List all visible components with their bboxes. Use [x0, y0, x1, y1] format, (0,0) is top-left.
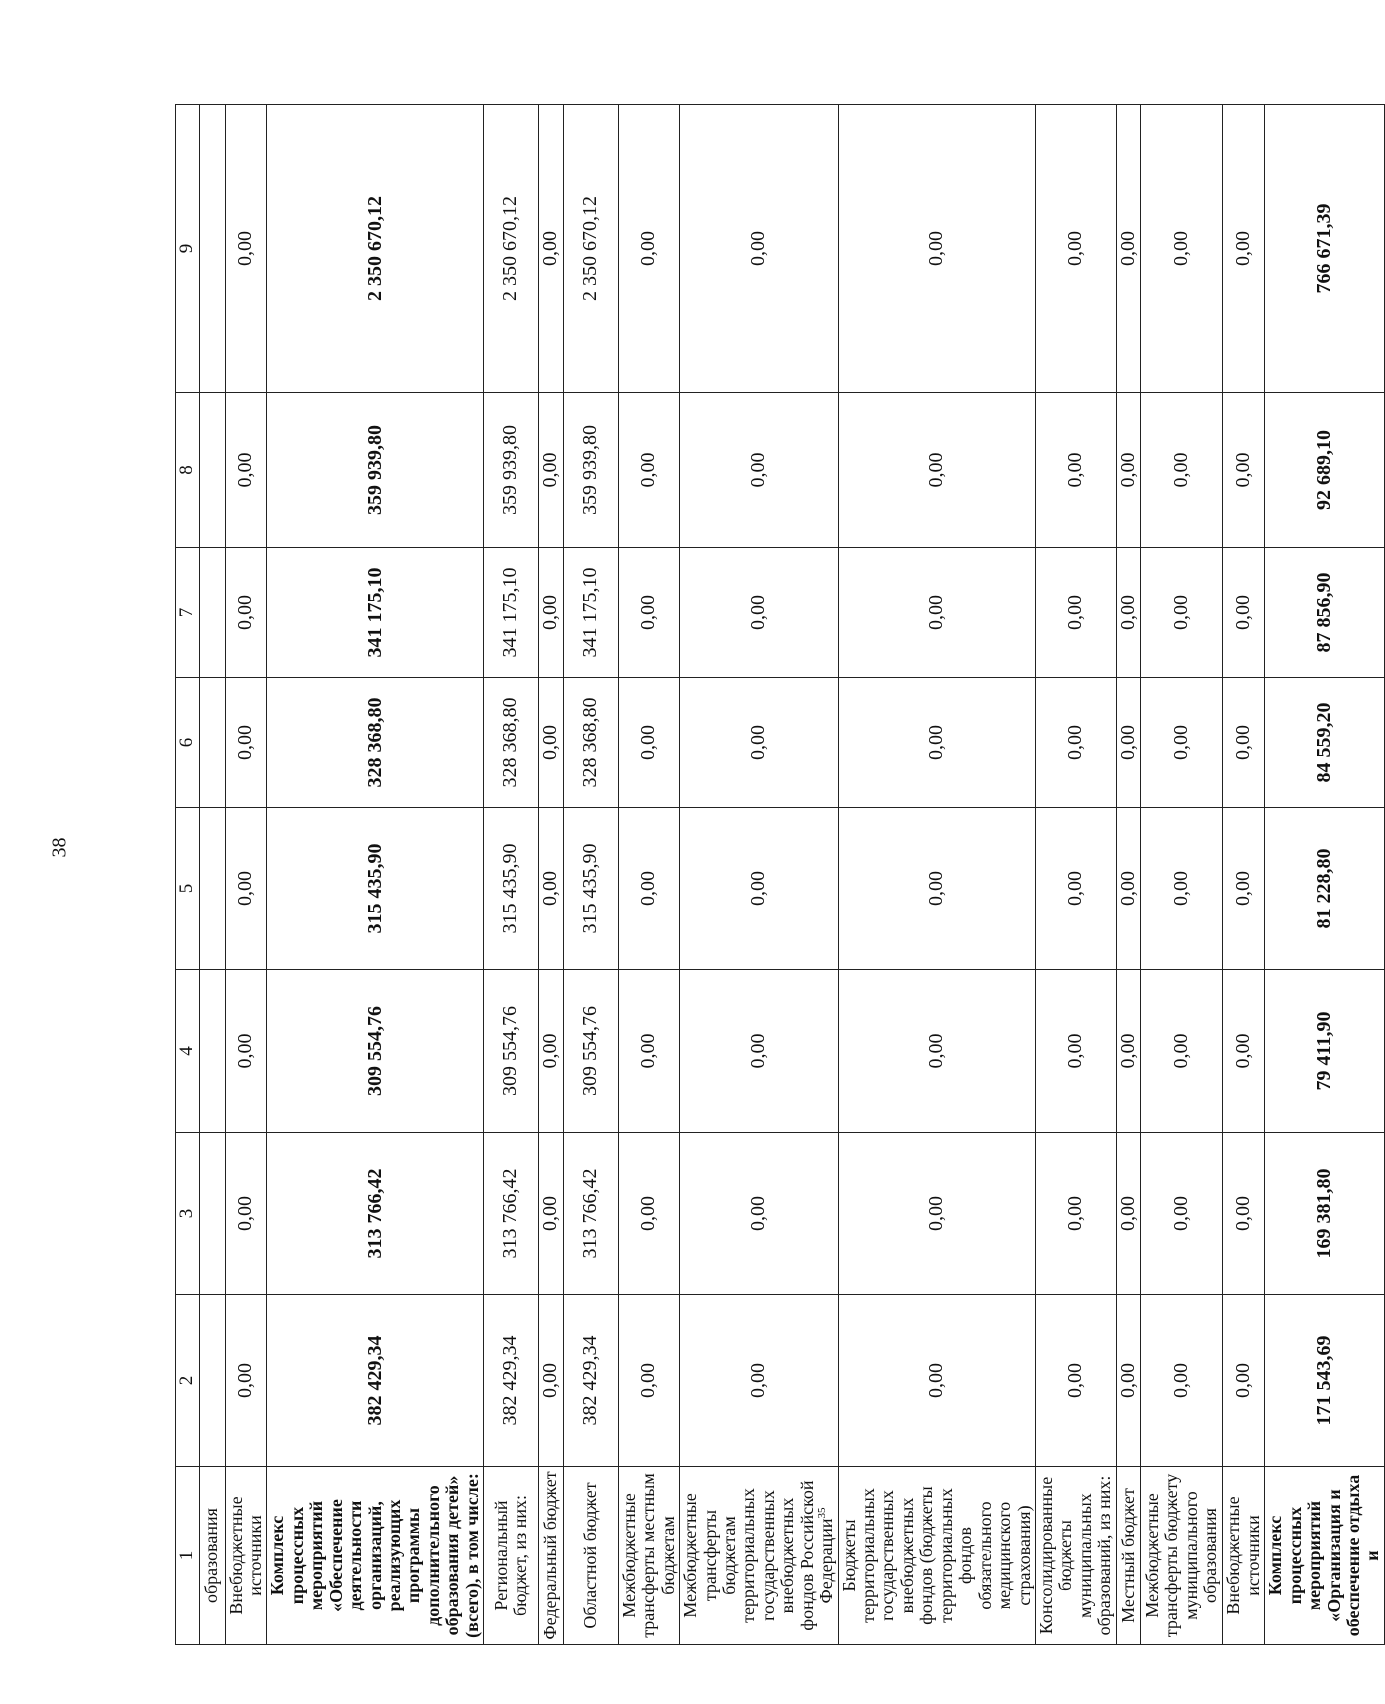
value-cell: 0,00: [1035, 808, 1116, 970]
value-cell: 315 435,90: [484, 808, 539, 970]
value-cell: 328 368,80: [484, 678, 539, 808]
value-cell: [199, 678, 225, 808]
value-cell: 0,00: [838, 808, 1035, 970]
row-label: [563, 1467, 618, 1645]
value-cell: [199, 548, 225, 678]
row-label: [199, 1467, 225, 1645]
value-cell: 0,00: [1035, 105, 1116, 393]
value-cell: 313 766,42: [563, 1133, 618, 1295]
value-cell: 0,00: [539, 970, 564, 1133]
value-cell: 382 429,34: [267, 1295, 484, 1467]
row-label-text: Межбюджетные трансферты бюджетам территориальных государственных внебюджетных фондов Российской Федерации: [680, 1480, 837, 1631]
table-row: [484, 105, 539, 1645]
row-label-text: Внебюджетные источники: [225, 1496, 265, 1615]
value-cell: 359 939,80: [563, 393, 618, 548]
row-label: [225, 1467, 267, 1645]
value-cell: 92 689,10: [1265, 393, 1385, 548]
table-row: [267, 105, 484, 1645]
value-cell: 0,00: [618, 678, 679, 808]
value-cell: 0,00: [680, 678, 839, 808]
value-cell: 0,00: [1141, 808, 1223, 970]
value-cell: 382 429,34: [484, 1295, 539, 1467]
value-cell: 171 543,69: [1265, 1295, 1385, 1467]
value-cell: 0,00: [1116, 970, 1141, 1133]
value-cell: 0,00: [1035, 1133, 1116, 1295]
table-row: [618, 105, 679, 1645]
column-header: 2: [176, 1295, 200, 1467]
column-header: 3: [176, 1133, 200, 1295]
value-cell: 313 766,42: [484, 1133, 539, 1295]
row-label-text: Федеральный бюджет: [540, 1471, 561, 1640]
value-cell: 0,00: [680, 808, 839, 970]
value-cell: 0,00: [539, 1295, 564, 1467]
value-cell: 0,00: [618, 548, 679, 678]
value-cell: 0,00: [225, 970, 267, 1133]
value-cell: 0,00: [618, 1295, 679, 1467]
value-cell: [199, 393, 225, 548]
value-cell: 0,00: [1223, 1295, 1265, 1467]
value-cell: 0,00: [225, 1295, 267, 1467]
value-cell: 0,00: [539, 1133, 564, 1295]
footnote-marker: 35: [816, 1507, 829, 1519]
value-cell: 169 381,80: [1265, 1133, 1385, 1295]
value-cell: 0,00: [618, 1133, 679, 1295]
table-row: [838, 105, 1035, 1645]
value-cell: [199, 808, 225, 970]
value-cell: 0,00: [1035, 678, 1116, 808]
row-label-text: Межбюджетные трансферты бюджету муниципального образования: [1141, 1473, 1221, 1638]
value-cell: 0,00: [1223, 970, 1265, 1133]
value-cell: 359 939,80: [484, 393, 539, 548]
value-cell: 0,00: [1223, 678, 1265, 808]
value-cell: 0,00: [1141, 1295, 1223, 1467]
column-header: 5: [176, 808, 200, 970]
row-label-text: Комплекс процессных мероприятий «Обеспечение деятельности организаций, реализующих программы дополнительного образования детей» (всего), в том числе:: [267, 1473, 482, 1638]
value-cell: 2 350 670,12: [484, 105, 539, 393]
value-cell: 0,00: [1141, 678, 1223, 808]
table-row: [1116, 105, 1141, 1645]
value-cell: 0,00: [225, 678, 267, 808]
value-cell: 2 350 670,12: [563, 105, 618, 393]
value-cell: 0,00: [680, 1295, 839, 1467]
value-cell: 0,00: [1116, 105, 1141, 393]
row-label: [267, 1467, 484, 1645]
budget-table: [175, 104, 1385, 1645]
row-label: [1035, 1467, 1116, 1645]
column-header: 1: [176, 1467, 200, 1645]
table-row: [1035, 105, 1116, 1645]
value-cell: 328 368,80: [563, 678, 618, 808]
row-label: [838, 1467, 1035, 1645]
value-cell: 87 856,90: [1265, 548, 1385, 678]
row-label-text: Комплекс процессных мероприятий «Организация и обеспечение отдыха и: [1265, 1474, 1383, 1637]
value-cell: 315 435,90: [563, 808, 618, 970]
row-label-text: Областной бюджет: [580, 1482, 601, 1629]
table-row: [1265, 105, 1385, 1645]
row-label-text: Межбюджетные трансферты местным бюджетам: [618, 1473, 678, 1638]
value-cell: 0,00: [225, 548, 267, 678]
table-body: [176, 105, 1385, 1645]
table-row: [539, 105, 564, 1645]
value-cell: 2 350 670,12: [267, 105, 484, 393]
value-cell: 0,00: [1116, 678, 1141, 808]
row-label: [1141, 1467, 1223, 1645]
table-row: [680, 105, 839, 1645]
value-cell: 81 228,80: [1265, 808, 1385, 970]
value-cell: 766 671,39: [1265, 105, 1385, 393]
value-cell: 0,00: [1116, 1295, 1141, 1467]
value-cell: 309 554,76: [267, 970, 484, 1133]
value-cell: 315 435,90: [267, 808, 484, 970]
value-cell: 0,00: [618, 105, 679, 393]
table-row: [1223, 105, 1265, 1645]
row-label-text: образования: [201, 1508, 222, 1603]
value-cell: [199, 1133, 225, 1295]
value-cell: 0,00: [539, 808, 564, 970]
column-header: 4: [176, 970, 200, 1133]
value-cell: 0,00: [680, 970, 839, 1133]
value-cell: 0,00: [1223, 548, 1265, 678]
value-cell: 0,00: [680, 548, 839, 678]
value-cell: 0,00: [680, 105, 839, 393]
value-cell: 0,00: [1223, 808, 1265, 970]
row-label-text: Внебюджетные источники: [1223, 1496, 1263, 1615]
value-cell: 0,00: [838, 678, 1035, 808]
value-cell: 0,00: [1035, 970, 1116, 1133]
value-cell: 0,00: [225, 105, 267, 393]
value-cell: 0,00: [838, 105, 1035, 393]
value-cell: 0,00: [838, 1295, 1035, 1467]
value-cell: 0,00: [1116, 548, 1141, 678]
rotated-table-container: [175, 105, 1383, 1645]
value-cell: 0,00: [618, 808, 679, 970]
column-header: 9: [176, 105, 200, 393]
value-cell: 0,00: [1116, 808, 1141, 970]
value-cell: 0,00: [618, 393, 679, 548]
row-label: [539, 1467, 564, 1645]
value-cell: [199, 970, 225, 1133]
value-cell: 0,00: [1035, 1295, 1116, 1467]
row-label-text: Региональный бюджет, из них:: [490, 1494, 531, 1617]
column-header: 8: [176, 393, 200, 548]
value-cell: 341 175,10: [267, 548, 484, 678]
value-cell: 0,00: [539, 393, 564, 548]
value-cell: 79 411,90: [1265, 970, 1385, 1133]
value-cell: 0,00: [225, 808, 267, 970]
table-row: [1141, 105, 1223, 1645]
value-cell: 309 554,76: [563, 970, 618, 1133]
value-cell: 0,00: [1035, 393, 1116, 548]
value-cell: 0,00: [1141, 393, 1223, 548]
value-cell: 0,00: [1223, 105, 1265, 393]
value-cell: [199, 1295, 225, 1467]
value-cell: 0,00: [1116, 393, 1141, 548]
value-cell: 328 368,80: [267, 678, 484, 808]
value-cell: 84 559,20: [1265, 678, 1385, 808]
value-cell: [199, 105, 225, 393]
value-cell: 0,00: [225, 393, 267, 548]
value-cell: 0,00: [1223, 393, 1265, 548]
value-cell: 359 939,80: [267, 393, 484, 548]
value-cell: 0,00: [539, 678, 564, 808]
value-cell: 0,00: [539, 105, 564, 393]
row-label-text: Консолидированные бюджеты муниципальных образований, из них:: [1035, 1475, 1115, 1636]
value-cell: 0,00: [1116, 1133, 1141, 1295]
row-label: [1223, 1467, 1265, 1645]
value-cell: 0,00: [225, 1133, 267, 1295]
table-row: [563, 105, 618, 1645]
row-label: [1265, 1467, 1385, 1645]
row-label: [680, 1467, 839, 1645]
value-cell: 309 554,76: [484, 970, 539, 1133]
value-cell: 341 175,10: [563, 548, 618, 678]
value-cell: 0,00: [539, 548, 564, 678]
value-cell: 0,00: [680, 1133, 839, 1295]
value-cell: 0,00: [618, 970, 679, 1133]
value-cell: 0,00: [838, 970, 1035, 1133]
value-cell: 0,00: [1141, 105, 1223, 393]
row-label: [1116, 1467, 1141, 1645]
value-cell: 382 429,34: [563, 1295, 618, 1467]
value-cell: 341 175,10: [484, 548, 539, 678]
value-cell: 0,00: [1223, 1133, 1265, 1295]
row-label-text: Бюджеты территориальных государственных внебюджетных фондов (бюджеты территориальных фондов обязательного медицинского страхования): [838, 1486, 1034, 1625]
value-cell: 0,00: [680, 393, 839, 548]
row-label-text: Местный бюджет: [1117, 1488, 1138, 1623]
value-cell: 0,00: [838, 548, 1035, 678]
page-number: 38: [48, 837, 71, 858]
row-label: [484, 1467, 539, 1645]
value-cell: 0,00: [838, 1133, 1035, 1295]
value-cell: 0,00: [838, 393, 1035, 548]
table-row: [225, 105, 267, 1645]
column-header: 6: [176, 678, 200, 808]
value-cell: 0,00: [1141, 1133, 1223, 1295]
header-row: [176, 105, 200, 1645]
table-row: [199, 105, 225, 1645]
row-label: [618, 1467, 679, 1645]
value-cell: 0,00: [1141, 548, 1223, 678]
column-header: 7: [176, 548, 200, 678]
value-cell: 0,00: [1141, 970, 1223, 1133]
value-cell: 0,00: [1035, 548, 1116, 678]
value-cell: 313 766,42: [267, 1133, 484, 1295]
